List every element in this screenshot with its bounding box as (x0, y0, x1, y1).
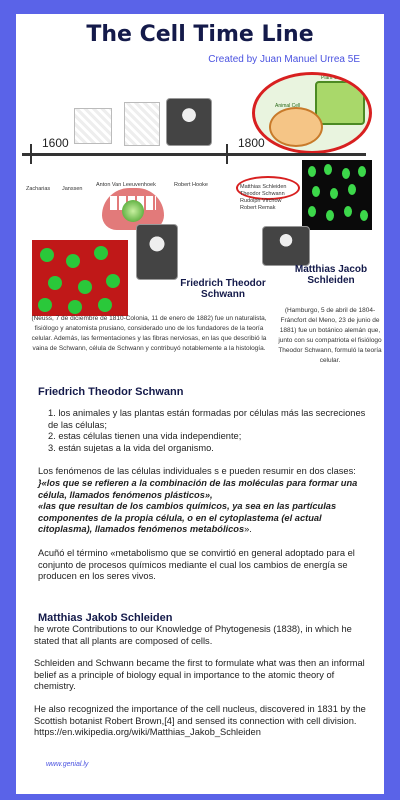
name-schwann: Theodor Schwann (240, 191, 285, 197)
name-remak: Robert Remak (240, 205, 276, 211)
names-1800-list (240, 184, 286, 212)
phytogenesis-text: he wrote Contributions to our Knowledge of Phytogenesis (1838), in which he stated that all plants are composed of cells. (34, 624, 352, 646)
cell-diagram[interactable] (252, 72, 372, 154)
list-item: 3. están sujetas a la vida del organismo. (48, 442, 214, 453)
name-zacharias: Zacharias (26, 186, 51, 192)
name-schleiden: Matthias Schleiden (240, 184, 287, 190)
cell-theory-list (38, 408, 368, 454)
classes-intro: Los fenómenos de las células individuales s e pueden resumir en dos clases: (38, 466, 356, 477)
source-link[interactable]: https://en.wikipedia.org/wiki/Matthias_Jakob_Schleiden (34, 727, 261, 738)
metabolic-phenomena: «las que resultan de los cambios químicos, ya sea en las partículas componentes de la propia célula, o en el cytoplastema (el actual citoplasma), llamados fenómenos metabólicos». (38, 501, 337, 535)
timeline-tick (226, 144, 228, 164)
schwann-bio: (Neuss, 7 de diciembre de 1810-Colonia, 11 de enero de 1882) fue un naturalista, fisiólogo y anatomista prusiano, considerado uno de los fundadores de la teoría celular. Además, las fermentaciones y las fibras nerviosas, en las que describió la vaina de Schwann, célula de Schwann y contribuyó notablemente a la histología. (31, 315, 267, 352)
schleiden-portrait (262, 226, 310, 266)
schwann-section-body (38, 408, 368, 583)
schleiden-section-heading: Matthias Jakob Schleiden (38, 612, 173, 624)
timeline (16, 68, 384, 238)
principle-text: Schleiden and Schwann became the first to formulate what was then an informal belief as a principle of biology equal in importance to the atomic theory of chemistry. (34, 658, 365, 692)
schleiden-bio: (Hamburgo, 5 de abril de 1804-Fráncfort del Meno, 23 de junio de 1881) fue un botánico alemán que, junto con su compatriota el fisiólogo Theodor Schwann, formuló la teoría celular. (278, 307, 382, 364)
plant-cell-icon (315, 81, 365, 125)
schwann-section-heading: Friedrich Theodor Schwann (38, 386, 184, 398)
microscope-sketch (124, 102, 160, 146)
page-title: The Cell Time Line (86, 22, 314, 47)
cell-division-image (302, 160, 372, 230)
name-janssen: Janssen (62, 186, 83, 192)
microscope-sketch (74, 108, 112, 144)
name-virchow: Rudolph Virchow (240, 198, 282, 204)
hooke-portrait (166, 98, 212, 146)
year-1800: 1800 (238, 136, 265, 150)
timeline-tick (30, 144, 32, 164)
nucleus-text: He also recognized the importance of the cell nucleus, discovered in 1831 by the Scottish botanist Robert Brown,[4] and sensed its connection with cell division. (34, 703, 366, 726)
year-1600: 1600 (42, 136, 69, 150)
animal-cell-icon (269, 107, 323, 147)
schleiden-name: Matthias Jacob Schleiden (294, 264, 368, 286)
author-credit: Created by Juan Manuel Urrea 5E (208, 54, 360, 65)
genially-brand[interactable]: www.genial.ly (46, 761, 89, 768)
name-leeuvenhoek: Anton Van Leeuvenhoek (96, 182, 156, 188)
schwann-name: Friedrich Theodor Schwann (180, 278, 266, 300)
plastic-phenomena: }«los que se refieren a la combinación de las moléculas para formar una célula, llamados fenómenos plásticos», (38, 477, 358, 500)
plant-cell-caption: Plant Cell (321, 75, 343, 81)
timeline-line (22, 153, 366, 156)
list-item: 1. los animales y las plantas están formadas por células más las secreciones de las células; (48, 408, 366, 430)
list-item: 2. estas células tienen una vida independiente; (48, 431, 242, 442)
animal-cell-caption: Animal Cell (275, 103, 301, 109)
cell-sphere-image (122, 200, 144, 222)
tissue-image (32, 240, 128, 316)
schleiden-section-body (34, 624, 372, 739)
name-hooke: Robert Hooke (174, 182, 208, 188)
schwann-portrait (136, 224, 178, 280)
metabolism-text: Acuñó el término «metabolismo que se convirtió en general adoptado para el conjunto de procesos químicos mediante el cual los cambios de energía se producen en los seres vivos. (38, 547, 355, 582)
infographic-panel (16, 14, 384, 794)
